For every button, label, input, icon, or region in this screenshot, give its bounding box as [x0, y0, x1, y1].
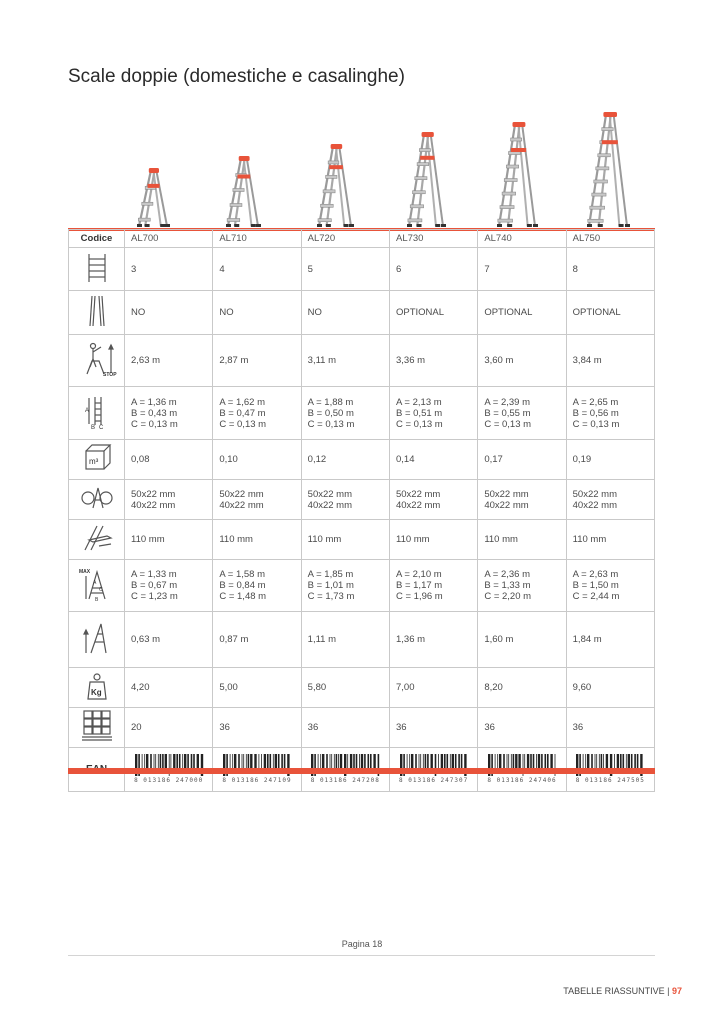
barcode-number: 8 013186 247505: [575, 776, 645, 784]
svg-text:B: B: [94, 597, 98, 602]
cell-line: 1,36 m: [395, 634, 426, 645]
table-cell: [301, 668, 389, 708]
cell-line: 2,63 m: [131, 355, 161, 366]
cell-line: 110 mm: [484, 534, 518, 545]
table-cell: [478, 560, 566, 612]
cell-line: 0,87 m: [219, 634, 249, 645]
table-cell: [478, 387, 566, 440]
table-cell: [566, 335, 654, 387]
cell-line: C = 1,48 m: [219, 591, 267, 602]
table-cell: [301, 560, 389, 612]
model-code: AL730: [389, 230, 477, 248]
model-code: AL710: [213, 230, 301, 248]
table-cell: [301, 248, 389, 291]
cell-line: C = 2,20 m: [484, 591, 532, 602]
table-bottom-accent: [68, 768, 655, 774]
cell-line: C = 0,13 m: [307, 418, 355, 430]
table-cell: [566, 612, 654, 668]
cell-line: A = 1,36 m: [131, 396, 177, 408]
table-row: [69, 520, 655, 560]
weight-kg-icon: [69, 668, 125, 708]
table-cell: [213, 612, 301, 668]
table-cell: [389, 560, 477, 612]
svg-text:A: A: [84, 407, 89, 414]
ladder-image-al750: [585, 112, 631, 228]
cell-line: 3,36 m: [395, 355, 426, 366]
cell-line: 110 mm: [395, 534, 430, 545]
table-cell: [478, 520, 566, 560]
section-footer: [563, 986, 682, 996]
table-cell: [213, 668, 301, 708]
svg-text:MAX: MAX: [78, 569, 90, 575]
table-row: [69, 440, 655, 480]
cell-line: B = 0,50 m: [307, 407, 354, 419]
cell-line: 36: [395, 722, 407, 733]
svg-text:A: A: [92, 580, 96, 586]
cell-line: C = 2,44 m: [572, 591, 620, 602]
table-cell: [301, 440, 389, 480]
cell-line: B = 1,50 m: [572, 580, 619, 591]
table-cell: [301, 291, 389, 335]
table-cell: [301, 520, 389, 560]
table-row: [69, 335, 655, 387]
cell-line: 40x22 mm: [572, 499, 617, 511]
table-cell: [125, 248, 213, 291]
cell-line: 3,11 m: [307, 355, 336, 366]
cell-line: 4: [219, 263, 225, 275]
cell-line: OPTIONAL: [484, 307, 533, 318]
table-cell: [566, 480, 654, 520]
table-cell: [389, 248, 477, 291]
cell-line: B = 0,51 m: [395, 407, 443, 419]
separator: |: [667, 986, 670, 996]
table-cell: [566, 520, 654, 560]
cell-line: B = 0,55 m: [484, 407, 531, 419]
model-code: AL750: [566, 230, 654, 248]
cell-line: B = 1,33 m: [484, 580, 531, 591]
cell-line: 40x22 mm: [219, 499, 264, 511]
open-dimensions-icon: [69, 560, 125, 612]
cell-line: B = 0,84 m: [219, 580, 266, 591]
table-cell: [566, 291, 654, 335]
cell-line: 5,00: [219, 682, 238, 693]
cell-line: 3,84 m: [572, 355, 602, 366]
cell-line: NO: [307, 307, 322, 318]
cell-line: 8,20: [484, 682, 503, 693]
cell-line: A = 2,10 m: [395, 569, 442, 580]
cell-line: C = 1,23 m: [131, 591, 178, 602]
model-code: AL700: [125, 230, 213, 248]
table-row: [69, 560, 655, 612]
table-cell: [213, 560, 301, 612]
cell-line: 8: [572, 263, 578, 275]
table-cell: [125, 335, 213, 387]
cell-line: 50x22 mm: [572, 488, 617, 500]
table-cell: [213, 248, 301, 291]
cell-line: 40x22 mm: [307, 499, 353, 511]
cell-line: A = 1,88 m: [307, 396, 354, 408]
svg-text:m³: m³: [88, 457, 98, 466]
cell-line: 110 mm: [219, 534, 253, 545]
table-cell: [389, 291, 477, 335]
table-cell: [125, 612, 213, 668]
cell-line: NO: [131, 307, 146, 318]
model-code: AL740: [478, 230, 566, 248]
cell-line: C = 0,13 m: [484, 418, 532, 430]
table-row: [69, 248, 655, 291]
cell-line: C = 0,13 m: [572, 418, 620, 430]
barcode-number: 8 013186 247208: [310, 776, 380, 784]
table-cell: [566, 248, 654, 291]
table-cell: [213, 520, 301, 560]
table-cell: [566, 560, 654, 612]
cell-line: B = 1,17 m: [395, 580, 443, 591]
cell-line: A = 2,63 m: [572, 569, 619, 580]
table-cell: [213, 387, 301, 440]
cell-line: A = 1,85 m: [307, 569, 354, 580]
cell-line: B = 1,01 m: [307, 580, 354, 591]
cell-line: A = 1,58 m: [219, 569, 266, 580]
cell-line: 1,60 m: [484, 634, 514, 645]
table-cell: [478, 708, 566, 748]
ladder-image-al720: [315, 144, 355, 228]
ladder-images: [125, 112, 655, 228]
cell-line: B = 0,43 m: [131, 407, 178, 419]
model-header-row: [69, 230, 655, 248]
cell-line: OPTIONAL: [395, 307, 445, 318]
cell-line: A = 2,13 m: [395, 396, 442, 408]
cell-line: 0,63 m: [131, 634, 161, 645]
section-label: TABELLE RIASSUNTIVE: [563, 986, 665, 996]
table-cell: [301, 480, 389, 520]
table-cell: [213, 291, 301, 335]
table-cell: [125, 560, 213, 612]
table-cell: [125, 291, 213, 335]
cell-line: 1,84 m: [572, 634, 602, 645]
ladder-image-al740: [495, 122, 539, 228]
cell-line: C = 0,13 m: [219, 418, 267, 430]
cell-line: C = 1,96 m: [395, 591, 443, 602]
table-row: [69, 612, 655, 668]
table-cell: [125, 708, 213, 748]
code-label: Codice: [69, 230, 125, 248]
pallet-icon: [69, 708, 125, 748]
table-cell: [389, 440, 477, 480]
table-cell: [389, 708, 477, 748]
table-row: [69, 668, 655, 708]
cell-line: 2,87 m: [219, 355, 249, 366]
cell-line: 9,60: [572, 682, 592, 693]
cell-line: 20: [131, 722, 142, 733]
table-cell: [125, 440, 213, 480]
cell-line: NO: [219, 307, 234, 318]
table-cell: [125, 668, 213, 708]
cell-line: A = 2,39 m: [484, 396, 530, 408]
cell-line: C = 0,13 m: [131, 418, 178, 430]
cell-line: 50x22 mm: [131, 488, 176, 500]
cell-line: 0,10: [219, 454, 238, 465]
table-cell: [389, 387, 477, 440]
table-cell: [301, 708, 389, 748]
table-cell: [301, 335, 389, 387]
cell-line: 110 mm: [131, 534, 165, 545]
table-cell: [389, 480, 477, 520]
cell-line: OPTIONAL: [572, 307, 621, 318]
cell-line: 36: [307, 722, 319, 733]
cell-line: A = 2,65 m: [572, 396, 619, 408]
spec-table: [68, 229, 655, 792]
table-cell: [389, 612, 477, 668]
table-cell: [478, 440, 566, 480]
cell-line: 50x22 mm: [307, 488, 353, 500]
table-cell: [566, 387, 654, 440]
table-cell: [478, 248, 566, 291]
table-row: [69, 480, 655, 520]
cell-line: 110 mm: [307, 534, 342, 545]
svg-text:STOP: STOP: [102, 372, 117, 377]
cell-line: 0,08: [131, 454, 150, 465]
closed-dimensions-icon: [69, 387, 125, 440]
table-row: [69, 291, 655, 335]
table-cell: [213, 440, 301, 480]
cell-line: 50x22 mm: [484, 488, 529, 500]
cell-line: 5: [307, 263, 313, 275]
barcode-number: 8 013186 247307: [399, 776, 469, 784]
table-cell: [478, 668, 566, 708]
table-cell: [478, 291, 566, 335]
cell-line: 6: [395, 263, 402, 275]
cell-line: 7,00: [395, 682, 415, 693]
table-cell: [478, 335, 566, 387]
cell-line: 36: [219, 722, 230, 733]
step-depth-icon: [69, 520, 125, 560]
cell-line: B = 0,56 m: [572, 407, 619, 419]
svg-text:B: B: [90, 424, 95, 430]
table-cell: [566, 708, 654, 748]
table-cell: [125, 520, 213, 560]
model-code: AL720: [301, 230, 389, 248]
cell-line: 3,60 m: [484, 355, 514, 366]
cell-line: C = 0,13 m: [395, 418, 443, 430]
barcode-number: 8 013186 247000: [134, 776, 204, 784]
cell-line: 36: [572, 722, 584, 733]
cell-line: 50x22 mm: [395, 488, 441, 500]
table-cell: [389, 335, 477, 387]
table-cell: [301, 387, 389, 440]
cell-line: 40x22 mm: [484, 499, 529, 511]
table-cell: [566, 440, 654, 480]
cell-line: 0,17: [484, 454, 503, 465]
barcode-number: 8 013186 247109: [222, 776, 292, 784]
table-cell: [389, 520, 477, 560]
table-cell: [213, 708, 301, 748]
cell-line: 110 mm: [572, 534, 607, 545]
cell-line: 40x22 mm: [131, 499, 176, 511]
svg-text:Kg: Kg: [90, 688, 102, 697]
cell-line: 4,20: [131, 682, 150, 693]
platform-height-icon: [69, 612, 125, 668]
table-row: [69, 387, 655, 440]
table-cell: [566, 668, 654, 708]
svg-text:C: C: [98, 424, 103, 430]
table-cell: [125, 387, 213, 440]
ladder-image-al730: [405, 132, 447, 228]
table-cell: [389, 668, 477, 708]
table-cell: [478, 612, 566, 668]
page-label: Pagina 18: [341, 939, 383, 949]
cell-line: 0,12: [307, 454, 327, 465]
steps-count-icon: [69, 248, 125, 291]
handrail-icon: [69, 291, 125, 335]
cell-line: A = 2,36 m: [484, 569, 530, 580]
cell-line: 5,80: [307, 682, 327, 693]
cell-line: 40x22 mm: [395, 499, 441, 511]
cell-line: 0,19: [572, 454, 592, 465]
page-number: 97: [671, 986, 682, 996]
cell-line: C = 1,73 m: [307, 591, 355, 602]
volume-m3-icon: [69, 440, 125, 480]
barcode-number: 8 013186 247406: [487, 776, 557, 784]
profile-section-icon: [69, 480, 125, 520]
table-row: [69, 708, 655, 748]
cell-line: 1,11 m: [307, 634, 336, 645]
cell-line: 3: [131, 263, 137, 275]
cell-line: 0,14: [395, 454, 415, 465]
table-cell: [213, 335, 301, 387]
table-cell: [478, 480, 566, 520]
cell-line: 36: [484, 722, 495, 733]
working-height-icon: [69, 335, 125, 387]
cell-line: A = 1,62 m: [219, 396, 266, 408]
page-title: Scale doppie (domestiche e casalinghe): [68, 66, 405, 87]
footer-divider: [68, 955, 655, 956]
cell-line: 50x22 mm: [219, 488, 264, 500]
table-cell: [125, 480, 213, 520]
table-cell: [213, 480, 301, 520]
cell-line: B = 0,47 m: [219, 407, 266, 419]
svg-text:C: C: [98, 587, 103, 593]
cell-line: A = 1,33 m: [131, 569, 177, 580]
cell-line: 7: [484, 263, 490, 275]
ladder-image-al700: [135, 168, 171, 228]
cell-line: B = 0,67 m: [131, 580, 178, 591]
table-cell: [301, 612, 389, 668]
ladder-image-al710: [224, 156, 262, 228]
